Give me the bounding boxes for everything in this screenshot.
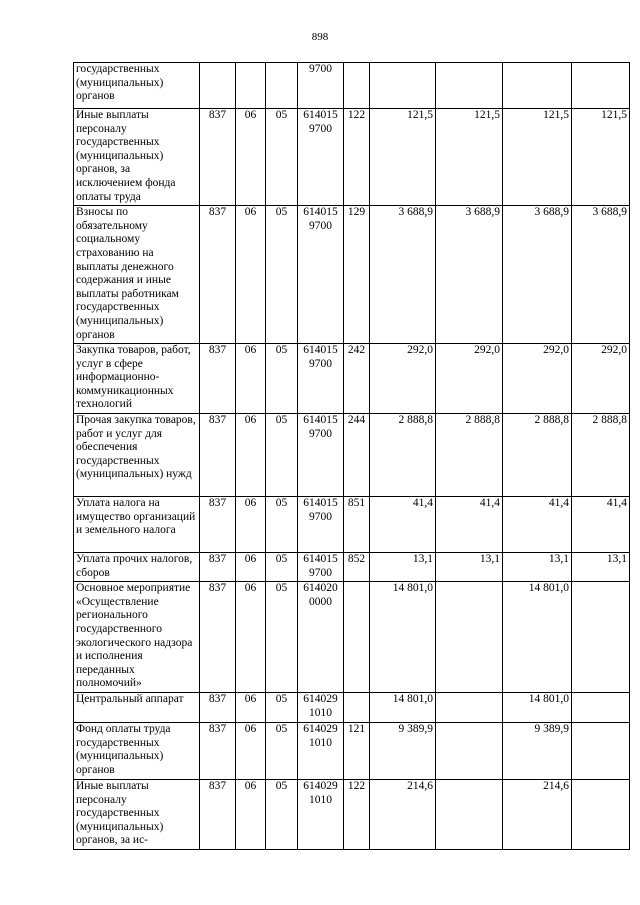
cell-section-code: 06 bbox=[236, 344, 266, 414]
cell-target-code: 614015 9700 bbox=[298, 206, 344, 344]
cell-name: Взносы по обязательному социальному страхованию на выплаты денежного содержания и иные выплаты работникам государственных (муниципальных) органов bbox=[74, 206, 200, 344]
cell-name: Основное мероприятие «Осуществление регионального государственного экологического надзора и исполнения переданных полномочий» bbox=[74, 582, 200, 693]
cell-expense-type bbox=[344, 63, 370, 109]
cell-expense-type: 122 bbox=[344, 109, 370, 206]
cell-amount-1: 14 801,0 bbox=[370, 582, 436, 693]
cell-name: государственных (муниципальных) органов bbox=[74, 63, 200, 109]
cell-target-code: 614029 1010 bbox=[298, 780, 344, 850]
cell-section-code: 06 bbox=[236, 109, 266, 206]
cell-name: Уплата налога на имущество организаций и земельного налога bbox=[74, 497, 200, 553]
cell-amount-1: 41,4 bbox=[370, 497, 436, 553]
cell-amount-1: 9 389,9 bbox=[370, 723, 436, 780]
cell-name: Закупка товаров, работ, услуг в сфере информационно-коммуникационных технологий bbox=[74, 344, 200, 414]
cell-expense-type bbox=[344, 582, 370, 693]
cell-amount-4: 121,5 bbox=[572, 109, 630, 206]
cell-amount-2: 13,1 bbox=[436, 553, 503, 582]
cell-expense-type: 242 bbox=[344, 344, 370, 414]
cell-expense-type: 121 bbox=[344, 723, 370, 780]
cell-expense-type: 244 bbox=[344, 414, 370, 497]
cell-amount-4: 2 888,8 bbox=[572, 414, 630, 497]
cell-amount-4: 3 688,9 bbox=[572, 206, 630, 344]
cell-target-code: 614015 9700 bbox=[298, 553, 344, 582]
cell-subsection-code: 05 bbox=[266, 553, 298, 582]
cell-section-code: 06 bbox=[236, 206, 266, 344]
cell-subsection-code: 05 bbox=[266, 497, 298, 553]
cell-target-code: 614015 9700 bbox=[298, 344, 344, 414]
cell-amount-4 bbox=[572, 63, 630, 109]
cell-amount-1: 14 801,0 bbox=[370, 693, 436, 723]
cell-amount-2 bbox=[436, 582, 503, 693]
cell-name: Центральный аппарат bbox=[74, 693, 200, 723]
cell-target-code: 614015 9700 bbox=[298, 109, 344, 206]
cell-name: Иные выплаты персоналу государственных (муниципальных) органов, за ис- bbox=[74, 780, 200, 850]
cell-expense-type: 129 bbox=[344, 206, 370, 344]
cell-ministry-code: 837 bbox=[200, 553, 236, 582]
table-row bbox=[74, 553, 630, 582]
cell-ministry-code: 837 bbox=[200, 693, 236, 723]
cell-amount-2: 41,4 bbox=[436, 497, 503, 553]
table-row bbox=[74, 723, 630, 780]
cell-amount-3: 2 888,8 bbox=[503, 414, 572, 497]
table-row bbox=[74, 109, 630, 206]
cell-amount-1: 121,5 bbox=[370, 109, 436, 206]
cell-section-code: 06 bbox=[236, 553, 266, 582]
cell-amount-3: 214,6 bbox=[503, 780, 572, 850]
cell-amount-4: 41,4 bbox=[572, 497, 630, 553]
cell-amount-3: 41,4 bbox=[503, 497, 572, 553]
cell-subsection-code bbox=[266, 63, 298, 109]
table-row bbox=[74, 206, 630, 344]
cell-section-code: 06 bbox=[236, 693, 266, 723]
cell-section-code: 06 bbox=[236, 414, 266, 497]
cell-ministry-code: 837 bbox=[200, 582, 236, 693]
cell-amount-4 bbox=[572, 780, 630, 850]
cell-section-code: 06 bbox=[236, 723, 266, 780]
cell-amount-3: 14 801,0 bbox=[503, 693, 572, 723]
cell-amount-3: 14 801,0 bbox=[503, 582, 572, 693]
cell-name: Прочая закупка товаров, работ и услуг для обеспечения государственных (муниципальных) нужд bbox=[74, 414, 200, 497]
cell-amount-3: 9 389,9 bbox=[503, 723, 572, 780]
cell-amount-4 bbox=[572, 693, 630, 723]
table-row bbox=[74, 780, 630, 850]
cell-amount-1: 292,0 bbox=[370, 344, 436, 414]
cell-ministry-code bbox=[200, 63, 236, 109]
cell-amount-2: 121,5 bbox=[436, 109, 503, 206]
cell-amount-2 bbox=[436, 693, 503, 723]
cell-amount-2: 2 888,8 bbox=[436, 414, 503, 497]
cell-subsection-code: 05 bbox=[266, 582, 298, 693]
cell-amount-3: 121,5 bbox=[503, 109, 572, 206]
cell-amount-1 bbox=[370, 63, 436, 109]
cell-target-code: 614015 9700 bbox=[298, 497, 344, 553]
cell-ministry-code: 837 bbox=[200, 723, 236, 780]
cell-name: Фонд оплаты труда государственных (муниципальных) органов bbox=[74, 723, 200, 780]
cell-ministry-code: 837 bbox=[200, 344, 236, 414]
cell-amount-3 bbox=[503, 63, 572, 109]
cell-expense-type: 122 bbox=[344, 780, 370, 850]
page-number: 898 bbox=[311, 31, 329, 43]
cell-ministry-code: 837 bbox=[200, 109, 236, 206]
table-row bbox=[74, 497, 630, 553]
cell-subsection-code: 05 bbox=[266, 693, 298, 723]
cell-amount-2 bbox=[436, 63, 503, 109]
cell-amount-3: 292,0 bbox=[503, 344, 572, 414]
cell-target-code: 614029 1010 bbox=[298, 723, 344, 780]
cell-name: Уплата прочих налогов, сборов bbox=[74, 553, 200, 582]
cell-amount-1: 13,1 bbox=[370, 553, 436, 582]
cell-subsection-code: 05 bbox=[266, 780, 298, 850]
table-row bbox=[74, 414, 630, 497]
cell-amount-1: 3 688,9 bbox=[370, 206, 436, 344]
cell-ministry-code: 837 bbox=[200, 414, 236, 497]
cell-subsection-code: 05 bbox=[266, 109, 298, 206]
cell-subsection-code: 05 bbox=[266, 344, 298, 414]
cell-amount-4 bbox=[572, 582, 630, 693]
cell-amount-1: 2 888,8 bbox=[370, 414, 436, 497]
cell-name: Иные выплаты персоналу государственных (муниципальных) органов, за исключением фонда оплаты труда bbox=[74, 109, 200, 206]
cell-expense-type: 851 bbox=[344, 497, 370, 553]
cell-amount-3: 13,1 bbox=[503, 553, 572, 582]
cell-amount-4: 13,1 bbox=[572, 553, 630, 582]
cell-section-code bbox=[236, 63, 266, 109]
cell-amount-4: 292,0 bbox=[572, 344, 630, 414]
cell-subsection-code: 05 bbox=[266, 206, 298, 344]
cell-ministry-code: 837 bbox=[200, 780, 236, 850]
cell-target-code: 9700 bbox=[298, 63, 344, 109]
cell-target-code: 614020 0000 bbox=[298, 582, 344, 693]
cell-amount-2: 3 688,9 bbox=[436, 206, 503, 344]
cell-amount-4 bbox=[572, 723, 630, 780]
cell-target-code: 614015 9700 bbox=[298, 414, 344, 497]
table-row bbox=[74, 693, 630, 723]
cell-amount-2 bbox=[436, 780, 503, 850]
table-row bbox=[74, 63, 630, 109]
cell-amount-1: 214,6 bbox=[370, 780, 436, 850]
cell-ministry-code: 837 bbox=[200, 497, 236, 553]
cell-ministry-code: 837 bbox=[200, 206, 236, 344]
cell-amount-2 bbox=[436, 723, 503, 780]
budget-table bbox=[73, 62, 630, 850]
cell-expense-type bbox=[344, 693, 370, 723]
table-row bbox=[74, 582, 630, 693]
cell-target-code: 614029 1010 bbox=[298, 693, 344, 723]
cell-amount-3: 3 688,9 bbox=[503, 206, 572, 344]
table-row bbox=[74, 344, 630, 414]
cell-subsection-code: 05 bbox=[266, 414, 298, 497]
cell-section-code: 06 bbox=[236, 497, 266, 553]
cell-amount-2: 292,0 bbox=[436, 344, 503, 414]
cell-section-code: 06 bbox=[236, 780, 266, 850]
cell-expense-type: 852 bbox=[344, 553, 370, 582]
cell-subsection-code: 05 bbox=[266, 723, 298, 780]
cell-section-code: 06 bbox=[236, 582, 266, 693]
